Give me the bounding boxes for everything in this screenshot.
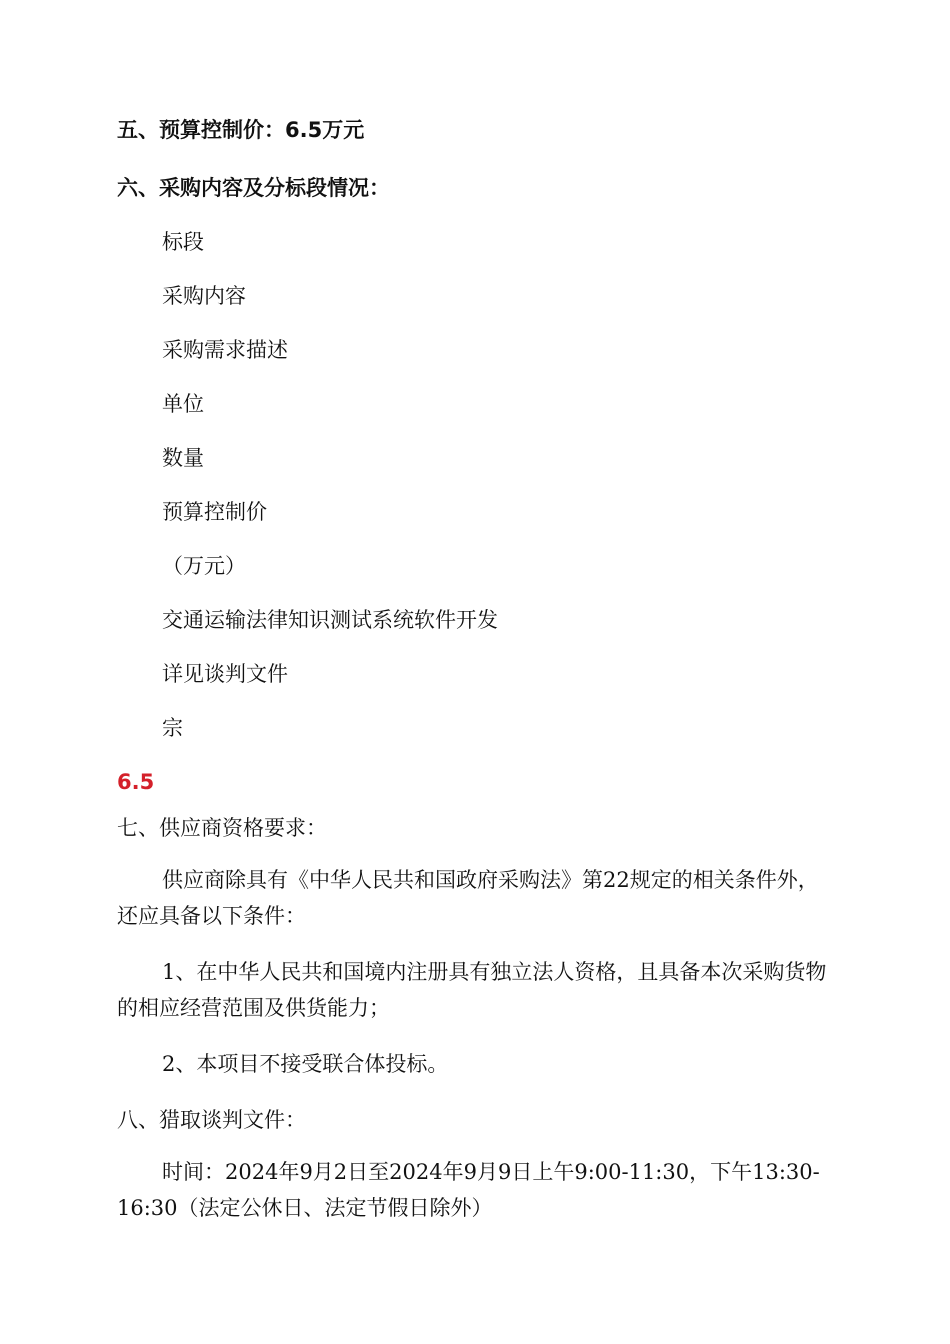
table-cell-budget-unit: （万元） — [162, 554, 246, 578]
table-cell-budget: 预算控制价 — [162, 500, 267, 524]
table-cell-content: 采购内容 — [162, 284, 246, 308]
table-cell-item-unit: 宗 — [162, 716, 183, 740]
obtain-time: 时间：2024年9月2日至2024年9月9日上午9:00-11:30，下午13:30-16:30（法定公休日、法定节假日除外） — [117, 1160, 820, 1220]
obtain-heading: 八、猎取谈判文件： — [117, 1108, 306, 1132]
qualification-item-2: 2、本项目不接受联合体投标。 — [162, 1052, 449, 1076]
budget-heading: 五、预算控制价：6.5万元 — [117, 118, 365, 142]
table-cell-item-description: 详见谈判文件 — [162, 662, 288, 686]
price-value: 6.5 — [117, 770, 155, 794]
qualification-item-1: 1、在中华人民共和国境内注册具有独立法人资格，且具备本次采购货物的相应经营范围及供货能力； — [117, 960, 827, 1020]
qualification-intro: 供应商除具有《中华人民共和国政府采购法》第22规定的相关条件外，还应具备以下条件： — [117, 868, 819, 928]
table-cell-lot: 标段 — [162, 230, 204, 254]
qualification-heading: 七、供应商资格要求： — [117, 816, 327, 840]
table-cell-item-name: 交通运输法律知识测试系统软件开发 — [162, 608, 498, 632]
table-cell-quantity: 数量 — [162, 446, 204, 470]
table-cell-unit: 单位 — [162, 392, 204, 416]
table-cell-description: 采购需求描述 — [162, 338, 288, 362]
lot-heading: 六、采购内容及分标段情况： — [117, 176, 390, 200]
